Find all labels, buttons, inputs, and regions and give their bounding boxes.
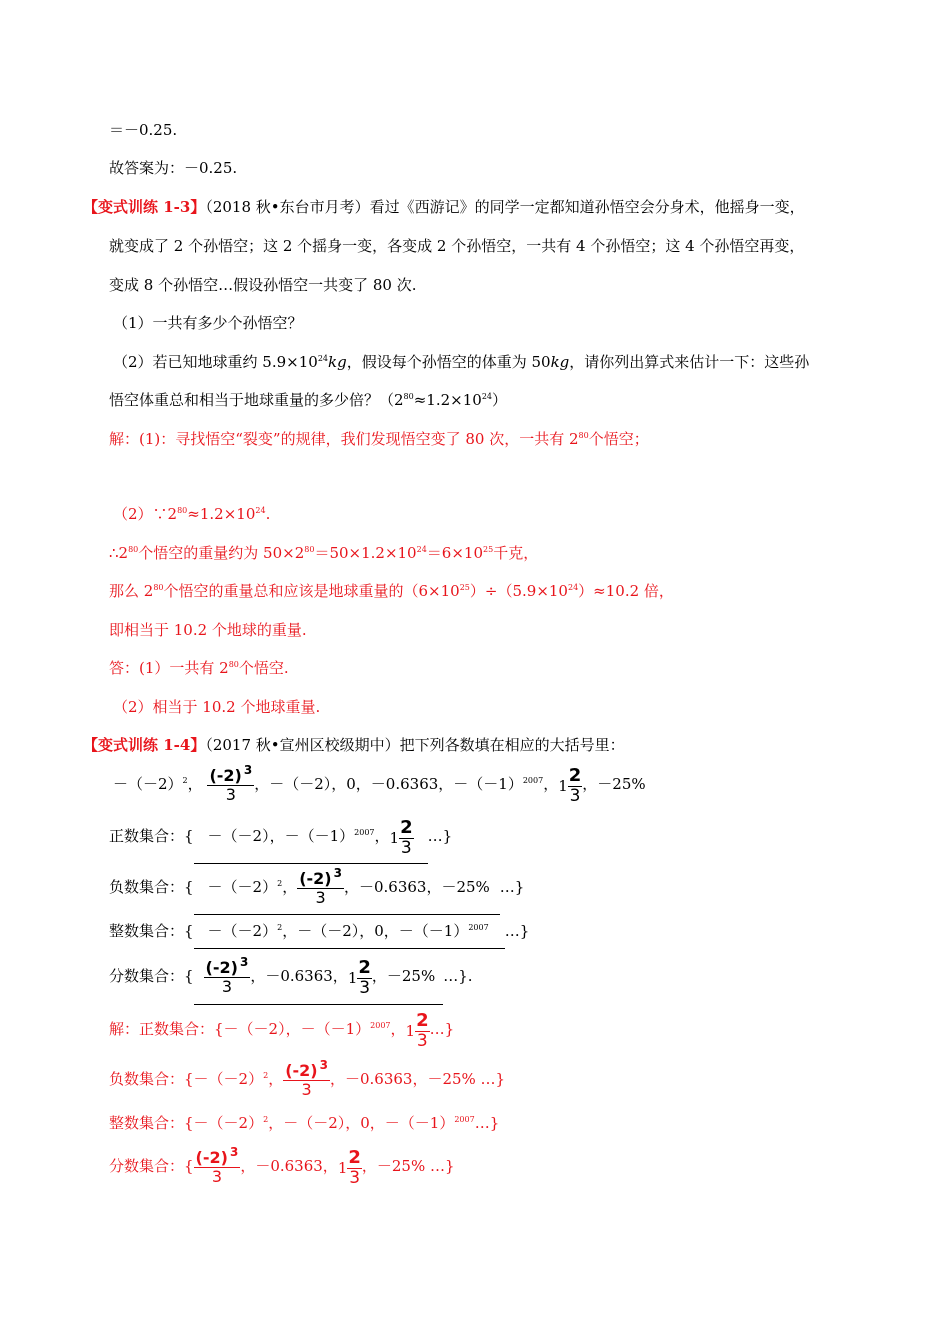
exponent: 2 xyxy=(277,879,283,888)
mixed-number xyxy=(338,1141,362,1194)
number-item: ，－25% xyxy=(582,775,646,793)
question-2-cont xyxy=(109,389,507,414)
mixed-whole: 1 xyxy=(405,1021,416,1040)
solution-text: 个悟空的重量总和应该是地球重量的（6×10 xyxy=(163,582,460,600)
exercise-source: （2018 秋•东台市月考）看过《西游记》的同学一定都知道孙悟空会分身术，他摇身一变， xyxy=(205,198,805,216)
set-blank xyxy=(194,950,444,1005)
answer-text: 答：(1）一共有 2 xyxy=(109,659,229,677)
fraction-denominator: 3 xyxy=(315,887,326,907)
integer-set xyxy=(109,917,529,949)
solution-2 xyxy=(113,503,270,528)
solution-text: . xyxy=(265,505,271,523)
set-end: …} xyxy=(499,878,525,896)
positive-set xyxy=(109,812,452,864)
q2-text: ，请你列出算式来估计一下：这些孙 xyxy=(569,353,810,371)
equation-line: ＝－0.25. xyxy=(109,121,178,139)
set-label: 负数集合：{－（－2） xyxy=(109,1070,264,1088)
mixed-denominator: 3 xyxy=(359,977,371,998)
fraction xyxy=(194,1144,241,1186)
solution-text: 那么 2 xyxy=(109,582,154,600)
set-item: ，－0.6363， xyxy=(240,1157,338,1175)
exponent: 80 xyxy=(228,660,239,669)
exponent: 80 xyxy=(177,506,188,515)
solution-positive-set xyxy=(109,1003,454,1058)
solution-integer-set xyxy=(109,1110,499,1139)
fraction-numerator: (-2) xyxy=(205,957,238,977)
set-item: ，－0.6363，－25% xyxy=(343,878,490,896)
set-item: ，－25% xyxy=(371,967,436,985)
fraction-denominator: 3 xyxy=(301,1079,312,1099)
fraction-numerator: (-2) xyxy=(195,1147,228,1167)
solution-1 xyxy=(109,428,649,453)
set-label: 正数集合：{ xyxy=(109,827,194,845)
q2-text: ） xyxy=(492,391,508,409)
question-2 xyxy=(113,351,809,376)
exponent: 2007 xyxy=(370,1021,391,1030)
exponent: 2007 xyxy=(354,828,375,837)
exponent: 2 xyxy=(263,1115,269,1124)
separator: ， xyxy=(543,775,559,793)
mixed-number xyxy=(406,1004,430,1057)
q2-text: ，假设每个孙悟空的体重为 50 xyxy=(346,353,551,371)
numbers-list xyxy=(113,760,646,811)
exponent: 80 xyxy=(128,545,139,554)
separator: ， xyxy=(390,1020,406,1038)
set-item: －（－2） xyxy=(207,878,278,896)
exponent: 3 xyxy=(229,1144,239,1159)
fraction xyxy=(297,865,344,907)
set-item: ，－0.6363， xyxy=(250,967,348,985)
set-blank xyxy=(194,917,505,949)
mixed-denominator: 3 xyxy=(416,1030,428,1051)
exponent: 80 xyxy=(304,545,315,554)
fraction-set xyxy=(109,950,473,1005)
fraction xyxy=(283,1057,330,1099)
fraction-denominator: 3 xyxy=(221,976,233,996)
fraction xyxy=(204,954,251,996)
answer-line: 故答案为：－0.25. xyxy=(109,159,238,177)
set-label: 分数集合：{ xyxy=(109,1157,194,1175)
fraction-denominator: 3 xyxy=(211,1166,223,1186)
set-blank xyxy=(194,812,428,864)
set-item: －（－2），－（－1） xyxy=(207,827,355,845)
solution-text: ）≈10.2 倍， xyxy=(578,582,674,600)
exercise-tag: 【变式训练 1-3】 xyxy=(83,198,206,216)
solution-text: ＝50×1.2×10 xyxy=(314,544,417,562)
exponent: 24 xyxy=(255,506,266,515)
mixed-numerator: 2 xyxy=(400,816,413,838)
set-end: …} xyxy=(474,1114,500,1132)
answer-2: （2）相当于 10.2 个地球重量. xyxy=(113,698,321,716)
exponent: 24 xyxy=(317,354,329,363)
mixed-numerator: 2 xyxy=(416,1009,429,1031)
set-end: …}. xyxy=(443,967,473,985)
separator: ， xyxy=(268,1070,284,1088)
solution-text: 个悟空的重量约为 50×2 xyxy=(138,544,305,562)
set-end: …} xyxy=(429,1020,455,1038)
question-1: （1）一共有多少个孙悟空？ xyxy=(113,314,303,332)
exercise-1-3-header xyxy=(83,196,805,218)
solution-text: ∴2 xyxy=(109,544,129,562)
mixed-whole: 1 xyxy=(389,828,400,847)
solution-text: ）÷（5.9×10 xyxy=(469,582,568,600)
set-label: 负数集合：{ xyxy=(109,878,194,896)
exponent: 3 xyxy=(243,762,253,777)
exponent: 3 xyxy=(239,954,249,969)
exponent: 80 xyxy=(403,392,414,401)
fraction-denominator: 3 xyxy=(225,784,236,804)
exponent: 25 xyxy=(459,583,470,592)
exponent: 2007 xyxy=(522,776,544,785)
separator: ， xyxy=(187,775,203,793)
mixed-number xyxy=(348,951,372,1004)
mixed-whole: 1 xyxy=(347,968,358,987)
fraction-numerator: (-2) xyxy=(285,1060,318,1080)
exercise-tag: 【变式训练 1-4】 xyxy=(83,736,206,754)
set-label: 整数集合：{ xyxy=(109,922,194,940)
mixed-number xyxy=(390,813,414,862)
solution-negative-set xyxy=(109,1053,505,1108)
fraction-numerator: (-2) xyxy=(209,765,242,785)
set-label: 整数集合：{－（－2） xyxy=(109,1114,264,1132)
solution-fraction-set xyxy=(109,1140,455,1194)
exponent: 80 xyxy=(153,583,164,592)
exponent: 24 xyxy=(567,583,579,592)
solution-text: 千克， xyxy=(493,544,539,562)
exponent: 80 xyxy=(578,431,589,440)
mixed-denominator: 3 xyxy=(349,1167,361,1188)
mixed-denominator: 3 xyxy=(400,837,412,858)
exercise-source: （2017 秋•宣州区校级期中）把下列各数填在相应的大括号里： xyxy=(205,736,625,754)
mixed-numerator: 2 xyxy=(348,1146,361,1168)
answer-text: 个悟空. xyxy=(238,659,289,677)
exponent: 2 xyxy=(182,776,188,785)
exercise-1-4-header xyxy=(83,734,625,756)
exercise-text-line: 就变成了 2 个孙悟空；这 2 个摇身一变，各变成 2 个孙悟空，一共有 4 个孙悟空；这 4 个孙悟空再变， xyxy=(109,237,805,255)
set-item: ，－25% …} xyxy=(361,1157,455,1175)
answer-1 xyxy=(109,657,289,682)
set-label: 解：正数集合：{－（－2），－（－1） xyxy=(109,1020,371,1038)
separator: ， xyxy=(282,878,298,896)
fraction-numerator: (-2) xyxy=(299,868,332,888)
unit: kg xyxy=(550,353,570,371)
set-end: …} xyxy=(427,827,453,845)
solution-text: 个悟空； xyxy=(588,430,649,448)
exercise-text-line: 变成 8 个孙悟空…假设孙悟空一共变了 80 次. xyxy=(109,276,417,294)
exponent: 2 xyxy=(277,923,283,932)
mixed-whole: 1 xyxy=(558,776,568,795)
exponent: 24 xyxy=(416,545,427,554)
exponent: 2 xyxy=(263,1071,269,1080)
negative-set xyxy=(109,863,524,915)
number-item: ，－（－2），0，－0.6363，－（－1） xyxy=(254,775,523,793)
solution-text: ≈1.2×10 xyxy=(187,505,256,523)
separator: ， xyxy=(374,827,390,845)
set-item: ，－0.6363，－25% …} xyxy=(329,1070,506,1088)
set-label: 分数集合：{ xyxy=(109,967,194,985)
exponent: 25 xyxy=(483,545,494,554)
solution-3 xyxy=(109,542,538,567)
q2-text: 悟空体重总和相当于地球重量的多少倍？（2 xyxy=(109,391,404,409)
set-item: ，－（－2），0，－（－1） xyxy=(282,922,469,940)
solution-4 xyxy=(109,580,674,605)
solution-text: （2）∵2 xyxy=(113,505,178,523)
exponent: 2007 xyxy=(454,1115,475,1124)
set-end: …} xyxy=(504,922,530,940)
q2-text: ≈1.2×10 xyxy=(413,391,482,409)
mixed-whole: 1 xyxy=(337,1158,348,1177)
exponent: 2007 xyxy=(468,923,489,932)
exponent: 3 xyxy=(319,1057,328,1072)
q2-text: （2）若已知地球重约 5.9×10 xyxy=(113,353,318,371)
mixed-numerator: 2 xyxy=(358,956,371,978)
mixed-number xyxy=(558,761,582,810)
fraction xyxy=(207,762,254,804)
solution-text: ＝6×10 xyxy=(426,544,483,562)
solution-text: 解：(1)：寻找悟空“裂变”的规律，我们发现悟空变了 80 次，一共有 2 xyxy=(109,430,579,448)
solution-5: 即相当于 10.2 个地球的重量. xyxy=(109,621,307,639)
mixed-denominator: 3 xyxy=(569,785,581,806)
exponent: 3 xyxy=(333,865,342,880)
mixed-numerator: 2 xyxy=(568,764,582,786)
unit: kg xyxy=(328,353,347,371)
set-blank xyxy=(194,863,500,915)
number-item: －（－2） xyxy=(113,775,183,793)
exponent: 24 xyxy=(481,392,493,401)
set-item: ，－（－2），0，－（－1） xyxy=(268,1114,455,1132)
set-item: －（－2） xyxy=(207,922,278,940)
